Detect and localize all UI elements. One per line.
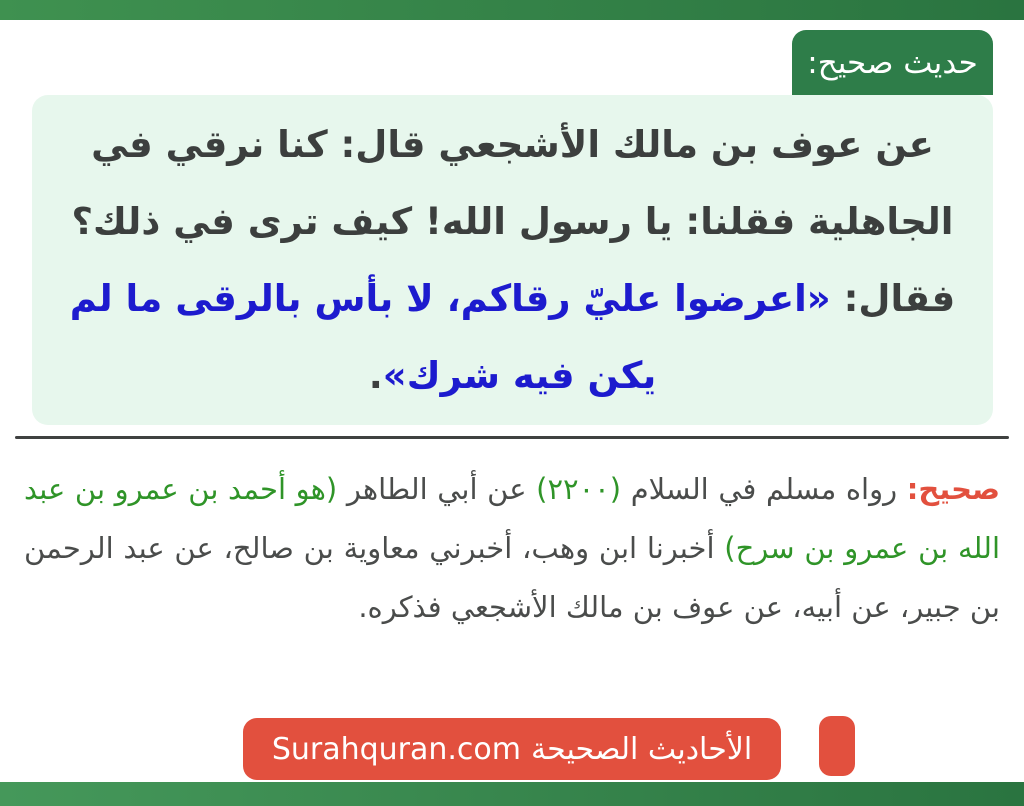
- hadith-grade-badge: [792, 30, 993, 95]
- hadith-text-box: [32, 95, 993, 425]
- separator-line: [15, 436, 1009, 439]
- red-accent-tab: [819, 716, 855, 776]
- bottom-green-bar: [0, 782, 1024, 806]
- footer-site-label-en: Surahquran.com: [271, 731, 521, 767]
- hadith-grade-label: حديث صحيح:: [807, 44, 978, 81]
- footer-site-label-ar: الأحاديث الصحيحة: [531, 731, 753, 767]
- footer-site-button[interactable]: [243, 718, 781, 780]
- hadith-text: عن عوف بن مالك الأشجعي قال: كنا نرقي في الجاهلية فقلنا: يا رسول الله! كيف ترى في ذلك؟ فقال: «اعرضوا عليّ رقاكم، لا بأس بالرقى ما لم يكن فيه شرك».: [69, 123, 956, 397]
- takhrij-paragraph: صحيح: رواه مسلم في السلام (٢٢٠٠) عن أبي الطاهر (هو أحمد بن عمرو بن عبد الله بن عمرو بن سرح) أخبرنا ابن وهب، أخبرني معاوية بن صالح، عن عبد الرحمن بن جبير، عن أبيه، عن عوف بن مالك الأشجعي فذكره.: [24, 472, 1000, 624]
- top-green-bar: [0, 0, 1024, 20]
